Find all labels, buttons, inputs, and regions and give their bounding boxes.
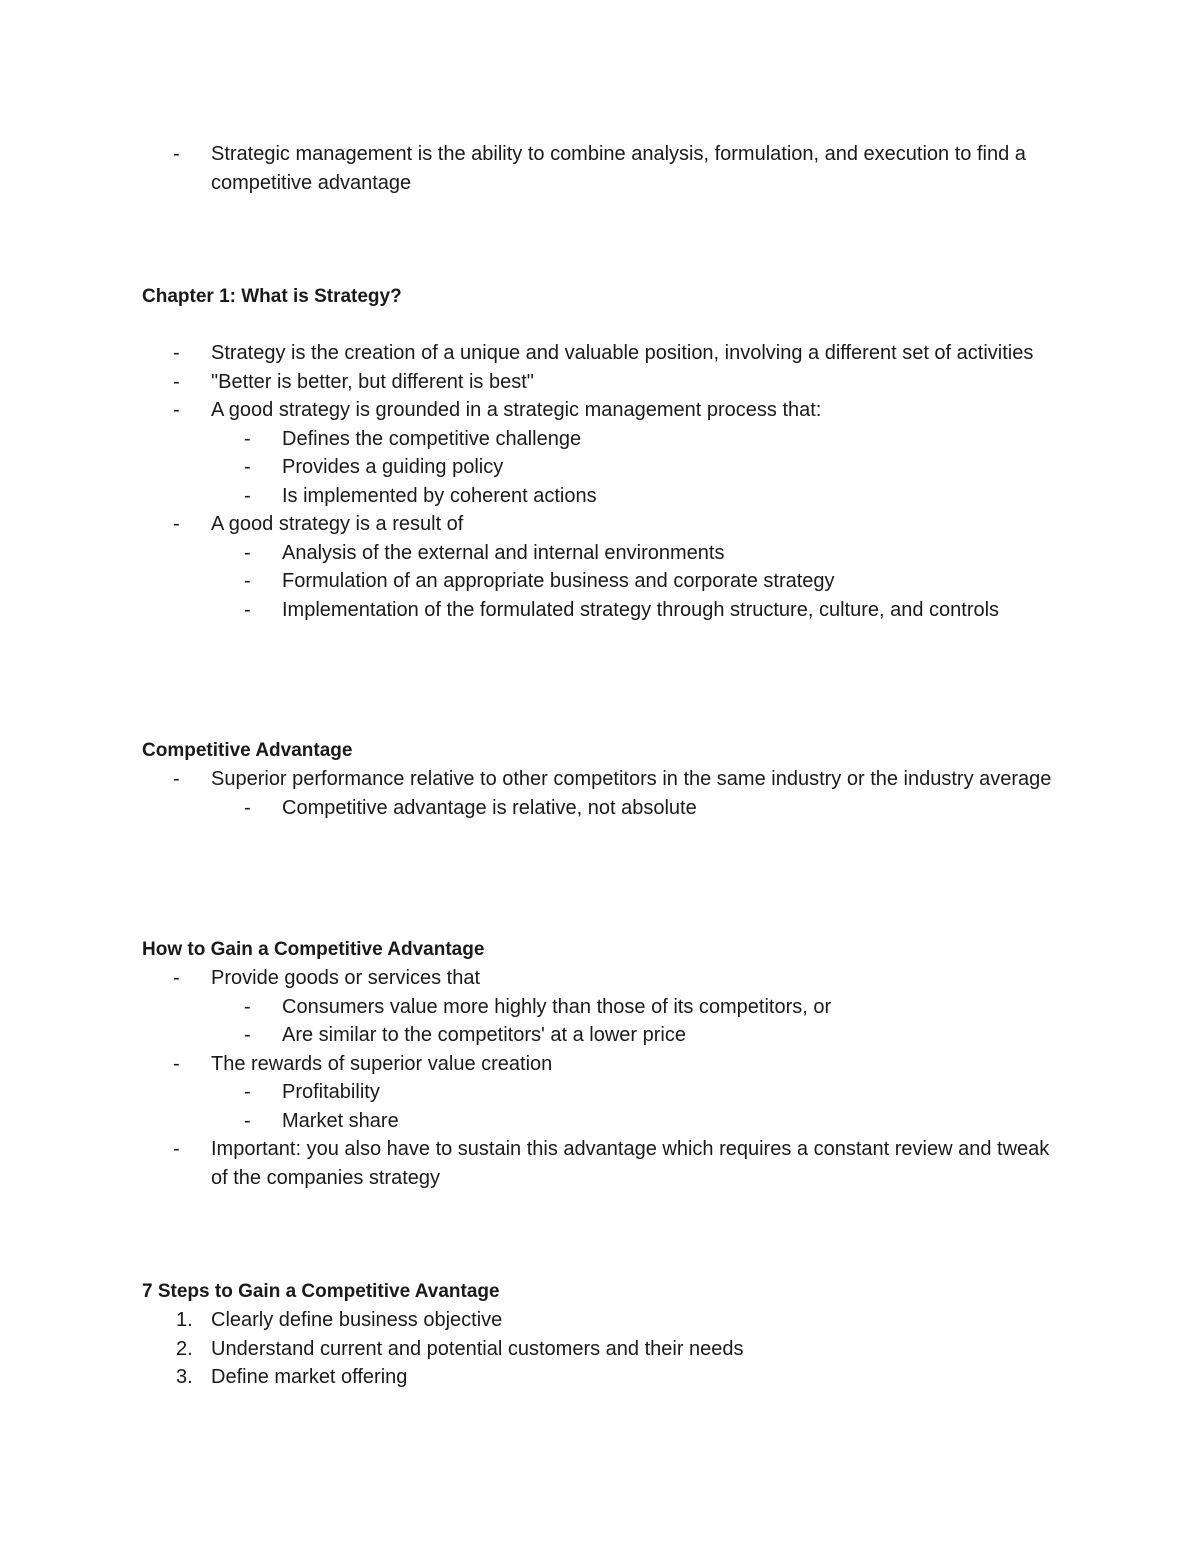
sub-list-item [0,482,1200,511]
list-item [0,396,1200,425]
dash-marker: - [173,1052,180,1075]
list-item-text: A good strategy is a result of [211,513,464,535]
dash-marker: - [244,1109,251,1132]
list-item [0,1135,1200,1192]
sub-list-item [0,1078,1200,1107]
list-item [0,964,1200,993]
list-item-text: Market share [282,1109,399,1132]
dash-marker: - [173,143,180,165]
dash-marker: - [244,598,251,621]
dash-marker: - [244,570,251,592]
list-item-text: Provide goods or services that [211,967,481,989]
list-item-text: The rewards of superior value creation [211,1052,553,1075]
chapter-1-list [0,339,1200,624]
dash-marker: - [173,768,180,790]
seven-steps-list [0,1306,1200,1392]
dash-marker: - [244,1081,251,1103]
list-item-text: Implementation of the formulated strategy through structure, culture, and controls [282,598,1000,621]
list-item-text: Analysis of the external and internal environments [282,541,725,564]
number-marker: 2. [176,1337,193,1360]
list-item-text: Is implemented by coherent actions [282,484,597,507]
list-item-text: Provides a guiding policy [282,456,504,478]
list-item [0,140,1200,197]
dash-marker: - [173,342,180,364]
sub-list-item [0,993,1200,1022]
list-item-text: Understand current and potential customers and their needs [211,1337,744,1360]
list-item-text: Defines the competitive challenge [282,427,582,450]
list-item-text: Are similar to the competitors' at a lower price [282,1024,686,1046]
list-item-text: Profitability [282,1081,380,1103]
list-item-text: Competitive advantage is relative, not absolute [282,796,697,819]
number-marker: 3. [176,1366,193,1388]
dash-marker: - [173,399,180,421]
numbered-list-item [0,1306,1200,1335]
section-heading-competitive-advantage: Competitive Advantage [142,740,353,761]
dash-marker: - [173,513,180,535]
list-item-text: Important: you also have to sustain this advantage which requires a constant review and tweak of the companies strategy [211,1138,1050,1189]
dash-marker: - [244,796,251,819]
number-marker: 1. [176,1309,193,1331]
sub-list-item [0,567,1200,596]
list-item-text: Clearly define business objective [211,1309,503,1331]
section-heading-how-to-gain: How to Gain a Competitive Advantage [142,939,485,960]
list-item [0,339,1200,368]
dash-marker: - [173,370,180,393]
sub-list-item [0,596,1200,625]
how-to-gain-list [0,964,1200,1192]
list-item-text: Strategic management is the ability to combine analysis, formulation, and execution to find a competitive advantage [211,143,1026,194]
intro-list [0,140,1200,197]
section-heading-seven-steps: 7 Steps to Gain a Competitive Avantage [142,1281,500,1302]
list-item-text: "Better is better, but different is best" [211,370,534,393]
dash-marker: - [244,1024,251,1046]
list-item [0,765,1200,794]
sub-list-item [0,539,1200,568]
list-item [0,368,1200,397]
competitive-advantage-list [0,765,1200,822]
numbered-list-item [0,1335,1200,1364]
list-item-text: Strategy is the creation of a unique and valuable position, involving a different set of activities [211,342,1034,364]
sub-list-item [0,1021,1200,1050]
list-item [0,510,1200,539]
sub-list-item [0,1107,1200,1136]
dash-marker: - [244,484,251,507]
numbered-list-item [0,1363,1200,1392]
list-item-text: Define market offering [211,1366,408,1388]
sub-list-item [0,425,1200,454]
dash-marker: - [173,1138,180,1160]
sub-list-item [0,794,1200,823]
dash-marker: - [244,541,251,564]
sub-list-item [0,453,1200,482]
dash-marker: - [244,456,251,478]
dash-marker: - [244,995,251,1018]
section-heading-chapter-1: Chapter 1: What is Strategy? [142,286,402,307]
dash-marker: - [244,427,251,450]
list-item-text: A good strategy is grounded in a strategic management process that: [211,399,822,421]
list-item-text: Superior performance relative to other competitors in the same industry or the industry average [211,768,1052,790]
list-item-text: Consumers value more highly than those of its competitors, or [282,995,832,1018]
dash-marker: - [173,967,180,989]
list-item-text: Formulation of an appropriate business and corporate strategy [282,570,835,592]
list-item [0,1050,1200,1079]
